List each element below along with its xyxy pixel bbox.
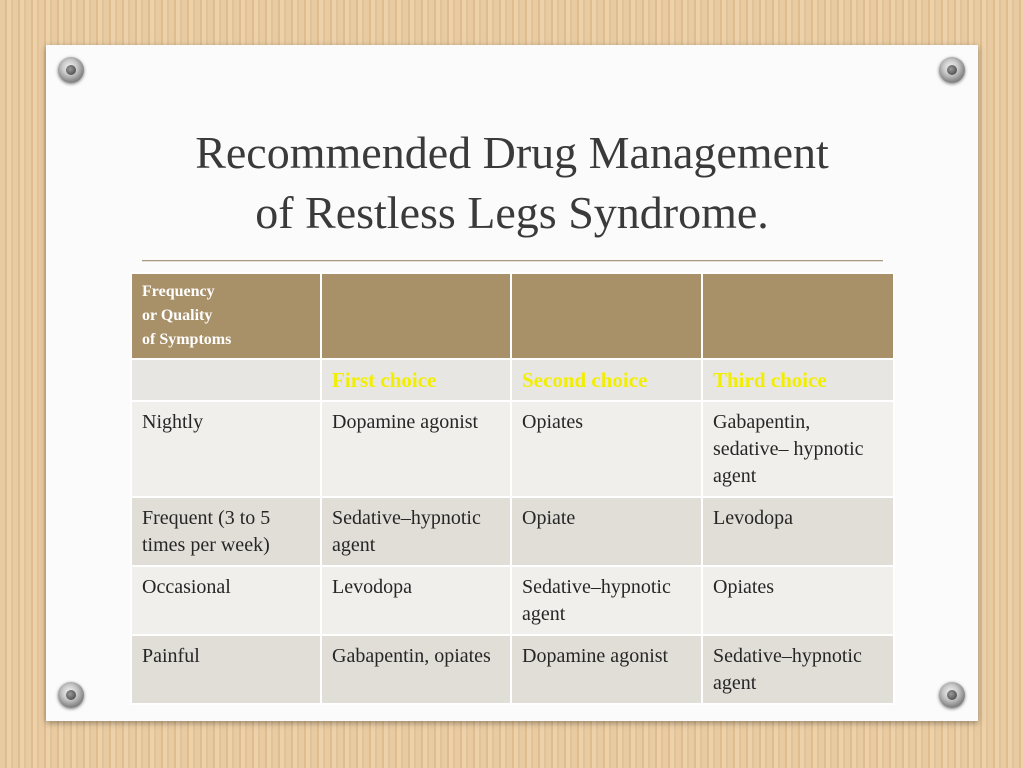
drug-management-table: [130, 272, 895, 705]
symptom-cell: Painful: [131, 635, 321, 704]
pushpin-icon: [58, 682, 84, 708]
choice-third-label: Third choice: [702, 359, 894, 401]
table-row: [131, 635, 894, 704]
second-choice-cell: Opiates: [511, 401, 702, 497]
third-choice-cell: Sedative–hypnotic agent: [702, 635, 894, 704]
third-choice-cell: Levodopa: [702, 497, 894, 566]
choice-label-row: [131, 359, 894, 401]
second-choice-cell: Opiate: [511, 497, 702, 566]
first-choice-cell: Levodopa: [321, 566, 511, 635]
choice-second-label: Second choice: [511, 359, 702, 401]
table-header-row: [131, 273, 894, 359]
pushpin-icon: [939, 682, 965, 708]
third-choice-cell: Opiates: [702, 566, 894, 635]
symptom-cell: Occasional: [131, 566, 321, 635]
header-label-line: Frequency: [142, 283, 215, 300]
table-row: [131, 401, 894, 497]
pushpin-icon: [939, 57, 965, 83]
choice-cell-empty: [131, 359, 321, 401]
table-row: [131, 566, 894, 635]
slide-title-line-2: of Restless Legs Syndrome.: [255, 187, 769, 238]
header-cell-second: [511, 273, 702, 359]
choice-first-label: First choice: [321, 359, 511, 401]
header-cell-symptoms: [131, 273, 321, 359]
table-row: [131, 497, 894, 566]
header-cell-third: [702, 273, 894, 359]
symptom-cell: Frequent (3 to 5 times per week): [131, 497, 321, 566]
third-choice-cell: Gabapentin, sedative– hypnotic agent: [702, 401, 894, 497]
header-label-line: or Quality: [142, 307, 213, 324]
second-choice-cell: Dopamine agonist: [511, 635, 702, 704]
symptom-cell: Nightly: [131, 401, 321, 497]
title-divider: [142, 260, 883, 261]
first-choice-cell: Sedative–hypnotic agent: [321, 497, 511, 566]
slide-title-line-1: Recommended Drug Management: [195, 127, 829, 178]
first-choice-cell: Dopamine agonist: [321, 401, 511, 497]
second-choice-cell: Sedative–hypnotic agent: [511, 566, 702, 635]
first-choice-cell: Gabapentin, opiates: [321, 635, 511, 704]
slide: [46, 45, 978, 721]
slide-title: [46, 123, 978, 243]
header-label-line: of Symptoms: [142, 331, 232, 348]
pushpin-icon: [58, 57, 84, 83]
header-cell-first: [321, 273, 511, 359]
